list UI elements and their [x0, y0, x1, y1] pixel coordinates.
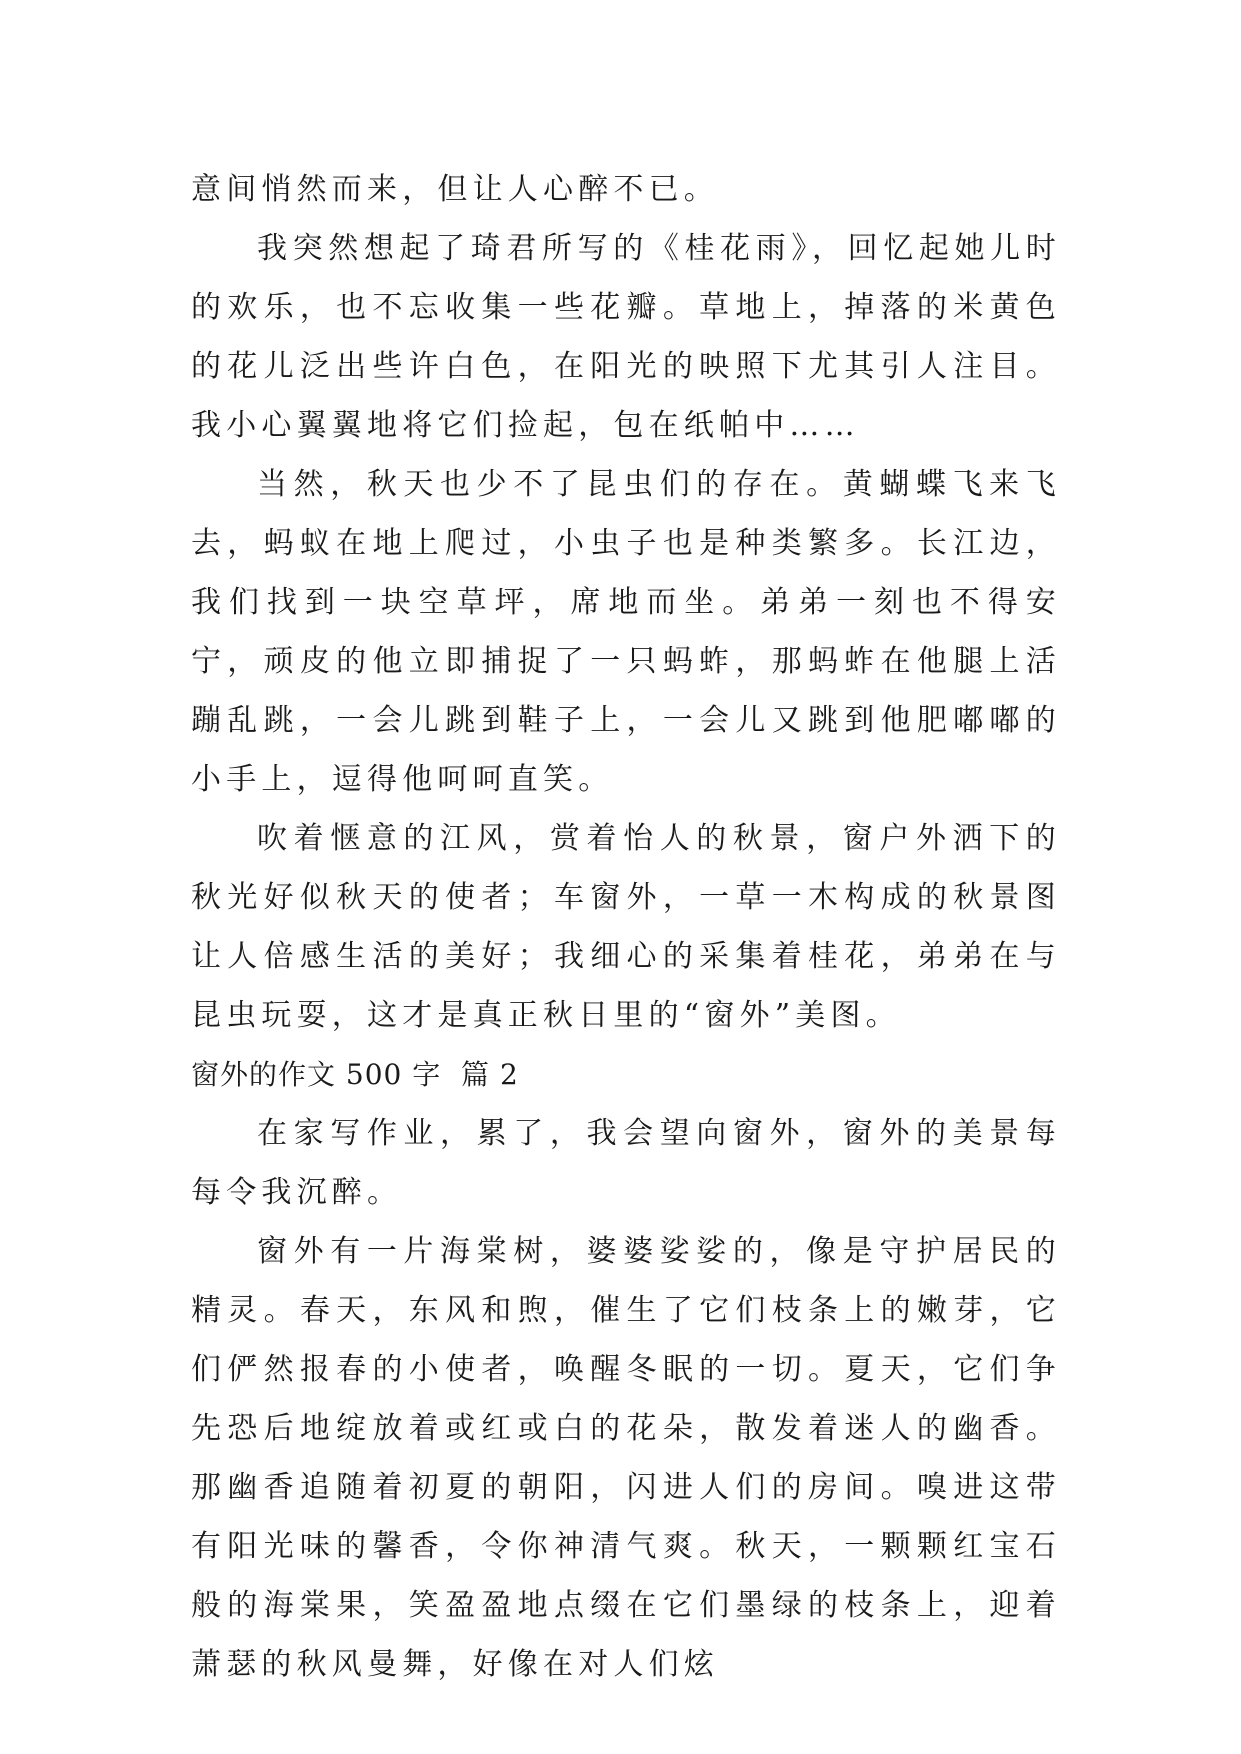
- essay-heading: 窗外的作文 500 字 篇 2: [191, 1058, 519, 1091]
- paragraph-homework: 在家写作业，累了，我会望向窗外，窗外的美景每每令我沉醉。: [191, 1116, 1061, 1210]
- document-body: [191, 160, 1061, 1694]
- paragraph-continuation: 意间悄然而来，但让人心醉不已。: [191, 172, 719, 207]
- paragraph-conclusion: 吹着惬意的江风，赏着怡人的秋景，窗户外洒下的秋光好似秋天的使者；车窗外，一草一木构成的秋景图让人倍感生活的美好；我细心的采集着桂花，弟弟在与昆虫玩耍，这才是真正秋日里的“窗外”美图。: [191, 821, 1061, 1033]
- paragraph-osmanthus: 我突然想起了琦君所写的《桂花雨》，回忆起她儿时的欢乐，也不忘收集一些花瓣。草地上，掉落的米黄色的花儿泛出些许白色，在阳光的映照下尤其引人注目。我小心翼翼地将它们捡起，包在纸帕中……: [191, 231, 1061, 443]
- paragraph-insects: 当然，秋天也少不了昆虫们的存在。黄蝴蝶飞来飞去，蚂蚁在地上爬过，小虫子也是种类繁多。长江边，我们找到一块空草坪，席地而坐。弟弟一刻也不得安宁，顽皮的他立即捕捉了一只蚂蚱，那蚂蚱在他腿上活蹦乱跳，一会儿跳到鞋子上，一会儿又跳到他肥嘟嘟的小手上，逗得他呵呵直笑。: [191, 467, 1061, 797]
- paragraph-crabapple: 窗外有一片海棠树，婆婆娑娑的，像是守护居民的精灵。春天，东风和煦，催生了它们枝条上的嫩芽，它们俨然报春的小使者，唤醒冬眠的一切。夏天，它们争先恐后地绽放着或红或白的花朵，散发着迷人的幽香。那幽香追随着初夏的朝阳，闪进人们的房间。嗅进这带有阳光味的馨香，令你神清气爽。秋天，一颗颗红宝石般的海棠果，笑盈盈地点缀在它们墨绿的枝条上，迎着萧瑟的秋风曼舞，好像在对人们炫: [191, 1234, 1061, 1682]
